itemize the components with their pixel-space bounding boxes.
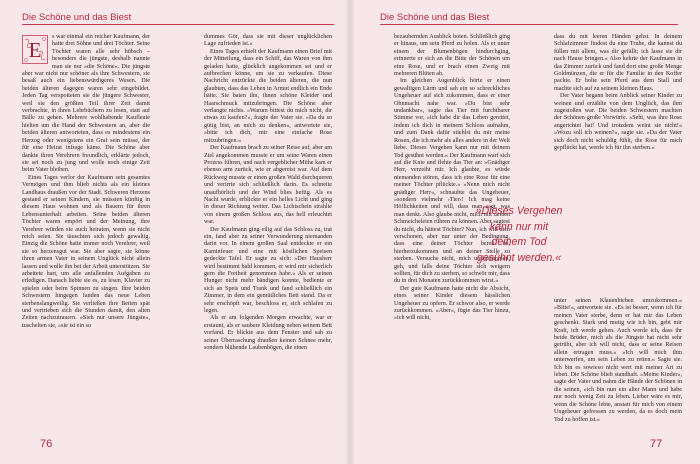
paragraph: dummes Gör, dass sie mit dieser unglücklichen Lage zufrieden ist.« — [204, 34, 332, 48]
ornamental-dropcap — [22, 35, 48, 64]
paragraph: dass du mit leeren Händen gehst. In deinem Schlafzimmer findest du eine Truhe, die kannst du füllen mit allem, was dir gefällt; ich lasse sie dir nach Hause bringen.« Also kehrte der Kaufmann in das Zimmer zurück und fand dort eine große Menge Goldmünzen, die er für die Familie in den Koffer packte. Er holte sein Pferd aus dem Stall und machte sich auf zu seinem kleinen Haus. — [554, 34, 682, 92]
dropcap-letter: E — [28, 38, 42, 62]
paragraph: unter seinen Klauenhieben umzukommen.« »Bitte!«, antwortete sie. »Es ist besser, wenn ich für meinen Vater sterbe, denn er hat mir das Leben geschenkt. Stark und mutig wie ich bin, gebt mir Kraft, ich werde gehen. Auch werde ich, dass ihr beide Brüder, mich als die Jüngste hat nicht sehr getrübt, aber ich will nicht, dass er seine Reisen allein ertragen muss.« »Ich will mich ihm unterwerfen, um sein Leben zu retten.« Sagte sie. Ich bin es sowieso nicht wert mit meiner Art zu leben. Die Schöne blieb standhaft. »Meine Kinder«, sagte der Vater und nahm die Hände der Schönen in die seinen, »ich bin nun ein alter Mann und habe nur noch wenig Zeit zu leben. Lieber wäre es mir, wenn die Schöne lebte, anstatt für mich von einem Ungeheuer gefressen zu werden, da es doch mein Tod zu hoffen ist.« — [554, 298, 682, 423]
paragraph: Eines Tages erhielt der Kaufmann einen Brief mit der Mitteilung, dass ein Schiff, das Waren von ihm geladen hatte, glücklich angekommen sei und er aufbrechen könne, um sie zu verkaufen. Diese Nachricht entzückte die beiden älteren, die nun glaubten, dass das Leben in Armut endlich ein Ende hätte. Sie baten ihn, ihnen schöne Kleider und Haarschmuck mitzubringen. Die Schöne aber verlangte nichts. »Warum bittest du mich nicht, dir etwas zu kaufen?«, fragte der Vater sie. »Da du so gütig bist, an mich zu denken«, antwortete sie, »bitte ich dich, mir eine einfache Rose mitzubringen.« — [204, 48, 332, 144]
left-column-1 — [22, 34, 150, 330]
paragraph: Der Kaufmann ging eilig auf das Schloss zu, trat ein, fand aber zu seiner Verwunderung niemanden darin vor. In einem großen Saal entdeckte er ein Kaminfeuer und eine mit köstlichen Speisen gedeckte Tafel. Er sagte zu sich: »Der Hausherr wird bestimmt bald kommen, er wird mir sicherlich gern die Freiheit genommen habe.« Als er seinen Hunger nicht mehr bändigen konnte, bediente er sich an Speis und Trank und fand schließlich ein Zimmer, in dem ein gemütliches Bett stand. Da er sehr erschöpft war, beschloss er, sich schlafen zu legen. — [204, 226, 332, 315]
paragraph: Der Kaufmann brach zu seiner Reise auf, aber am Ziel angekommen musste er um seine Waren einen Prozess führen, und nach vergeblicher Mühe kam er ebenso arm zurück, wie er abgereist war. Auf dem Rückweg musste er einen großen Wald durchqueren und verirrte sich schließlich darin. Es schneite unaufhörlich und der Wind blies heftig. Als es Nacht wurde, erblickte er ein helles Licht und ging in dieser Richtung weiter. Das Lichtschein strahlte von einem großen Schloss aus, das hell erleuchtet war. — [204, 145, 332, 226]
running-head-rule-right — [380, 24, 678, 25]
pull-quote: »Dieses Vergehen kann nur mit deinem Tod gesühnt werden.« — [475, 205, 563, 264]
paragraph: Eines Tages verlor der Kaufmann sein gesamtes Vermögen und ihm blieb nichts als ein kleines Landhaus draußen vor der Stadt. Schweren Herzens gestand er seinen Kindern, sie müssten künftig in diesem Haus wohnen und als Bauern für ihren Lebensunterhalt arbeiten. Seine beiden älteren Töchter waren empört und der Meinung, ihre Verehrer würden sie auch heiraten, wenn sie nicht reich seien. Sie täuschten sich jedoch gewaltig. Einzig die Schöne hatte immer noch Verehrer, weil sie so herzensgut war. Sie aber sagte, sie könne ihren armen Vater in seinem Unglück nicht allein lassen und wolle ihn bei der Arbeit unterstützen. Sie arbeitete hart, um alle anfallenden Aufgaben zu erledigen. Danach liebte sie es, zu lesen, Klavier zu spielen oder beim Spinnen zu singen. Ihre beiden Schwestern hingegen fanden das neue Leben sterbenslangweilig. Sie verließen ihre Betten spät und vertrieben sich die Stunden damit, den alten Zeiten nachzutrauern. »Sieh nur unsere Jüngste«, tuschelten sie, »sie ist ein so — [22, 174, 150, 329]
paragraph: s war einmal ein reicher Kaufmann, der hatte drei Söhne und drei Töchter. Seine Töchter waren alle sehr hübsch – besonders die jüngste, deshalb nannte man sie nur »die Schöne«. Die jüngste aber war nicht nur schöner als ihre Schwestern, sie besaß auch ein liebenswürdigeres Wesen. Die beiden älteren dagegen waren sehr eingebildet. Jeden Tag verspotteten sie die jüngere Schwester, weil sie den größten Teil ihrer Zeit damit verbrachte, in ihren Lehrbüchern zu lesen, statt auf Bälle zu gehen. Mehrere wohlhabende Kaufleute hielten um die Hand der Schwestern an, aber die beiden älteren antworteten, dass es mindestens ein Herzog oder wenigstens ein Graf sein müsse, der für eine Heirat infrage käme. Die Schöne aber dankte ihren Verehrern freundlich, erklärte jedoch, sie sei noch zu jung und wolle noch einige Zeit beim Vater bleiben. — [22, 34, 150, 174]
running-head-left: Die Schöne und das Biest — [22, 12, 132, 23]
paragraph: bezaubernden Ausblick boten. Schließlich ging er hinaus, um sein Pferd zu holen. Als er unter einem der Blumenbögen hindurchging, erinnerte er sich an die Bitte der Schönen um eine Rose, und er brach einen Zweig mit mehreren Blüten ab. — [394, 34, 510, 78]
running-head-rule-left — [22, 24, 334, 25]
paragraph: Der Vater begann beim Anblick seiner Kinder zu weinen und erzählte von dem Unglück, das ihm zugestoßen war. Die beiden Schwestern machten der Schönen große Vorwürfe. »Seht, was ihre Rose angerichtet hat! Und trotzdem weint sie nicht!« »Wozu soll ich weinen?«, sagte sie. »Da der Vater sich doch nicht schuldig fühlt, die Rose für mich gepflückt hat, werde ich für ihn sterben.« — [554, 93, 682, 152]
right-column-1 — [394, 34, 510, 323]
left-column-2 — [204, 34, 332, 352]
paragraph: Der gute Kaufmann hatte nicht die Absicht, eines seiner Kinder diesem hässlichen Ungeheuer zu opfern. Er schwor also, er werde zurückkommen. »Aber«, fügte das Tier hinzu, »ich will nicht, — [394, 285, 510, 322]
right-page — [350, 0, 700, 464]
page-number-left: 76 — [40, 438, 53, 450]
paragraph: Als er am folgenden Morgen erwachte, war er erstaunt, als er saubere Kleidung neben seinem Bett vorfand. Er blickte aus dem Fenster und sah zu seiner Überraschung draußen keinen Schnee mehr, sondern blühende Laubenbögen, die einen — [204, 315, 332, 352]
right-column-2-top — [554, 34, 682, 153]
running-head-right: Die Schöne und das Biest — [380, 12, 490, 23]
paragraph: Im gleichen Augenblick hörte er einen gewaltigen Lärm und sah ein so schreckliches Ungeheuer auf sich zukommen, dass er einer Ohnmacht nahe war. »Du bist sehr undankbar«, sagte das Tier mit furchtbarer Stimme vor, »ich habe dir das Leben gerettet, indem ich dich in meinem Schloss aufnahm, und zum Dank dafür stiehlst du mir meine Rosen, die ich mehr als alles andere in der Welt liebe. Dieses Vergehen kann nur mit deinem Tod gesühnt werden.« Der Kaufmann warf sich auf die Knie und flehte das Tier an: »Gnädiger Herr, verzeiht mir. Ich glaubte, es würde niemanden stören, dass ich eine Rose für eine meiner Töchter pflückte.« »Nenn mich nicht gnädiger Herr«, schnaubte das Ungeheuer, »sondern vielmehr ›Tier‹! Ich mag keine Höflichkeiten und will, dass man sagt, was man denkt. Also glaube nicht, mich mit deinen Schmeicheleien rühren zu können. Aber sagtest du nicht, du hättest Töchter? Nun, ich will dich verschonen, aber nur unter der Bedingung, dass eine deiner Töchter bereit ist, hierherzukommen und an deiner Stelle zu sterben. Versuche nicht, mich umzustimmen, geh, und falls deine Töchter sich weigern sollten, für dich zu sterben, so schwör mir, dass du in drei Monaten zurückkommen wirst.« — [394, 78, 510, 285]
page-number-right: 77 — [650, 438, 663, 450]
right-column-2-bottom — [554, 298, 682, 424]
